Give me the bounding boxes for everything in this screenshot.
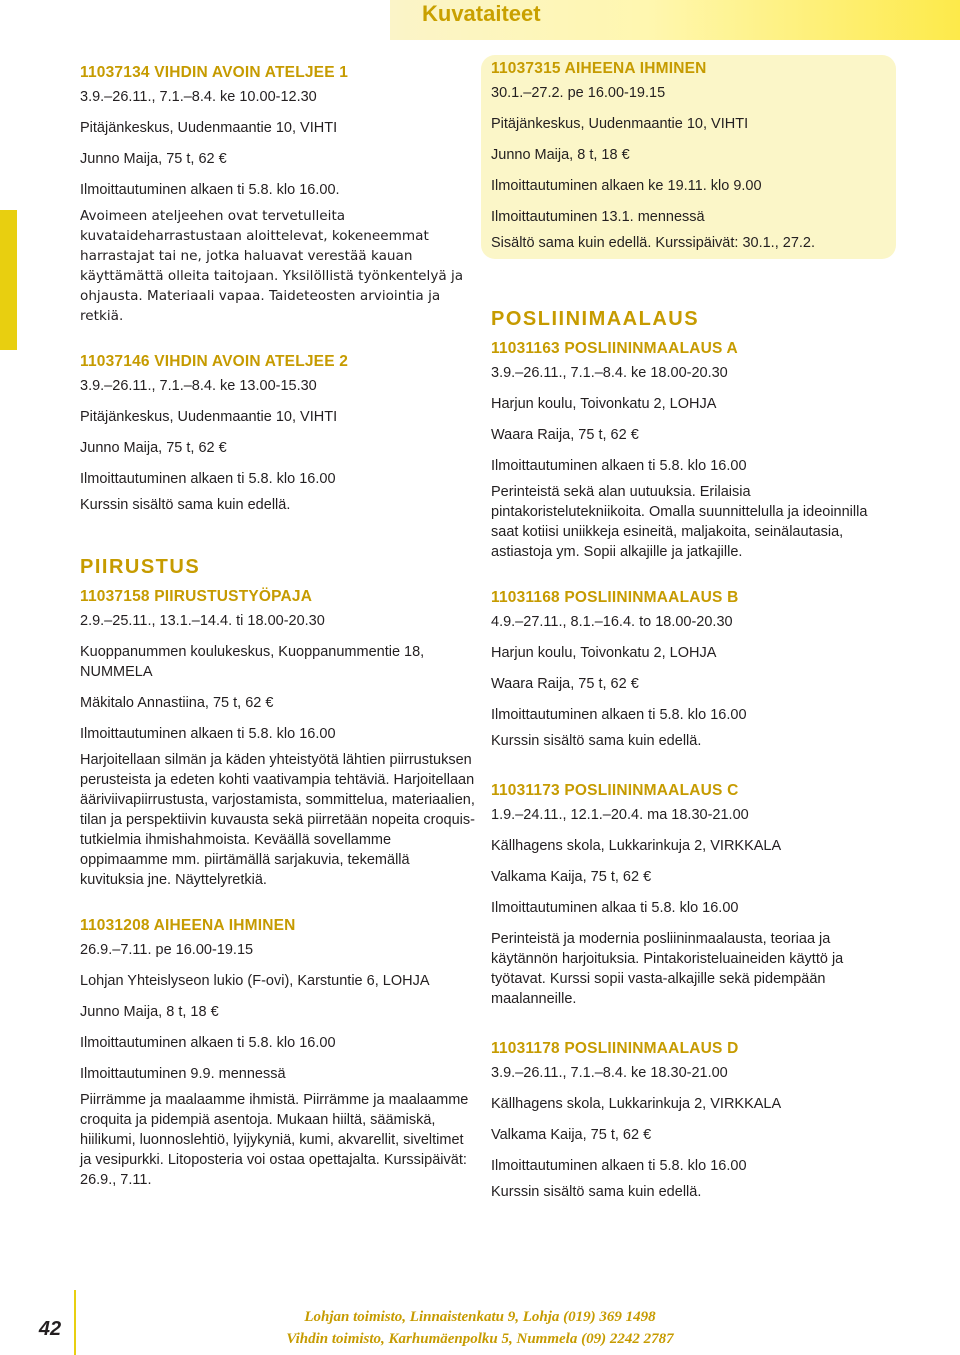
course-vihdin-avoin-ateljee-2 <box>80 352 475 515</box>
course-title: 11031168 POSLIININMAALAUS B <box>491 589 739 606</box>
course-registration: Ilmoittautuminen alkaa ti 5.8. klo 16.00 <box>491 900 739 916</box>
course-schedule: 26.9.–7.11. pe 16.00-19.15 <box>80 942 254 958</box>
footer-divider <box>74 1290 76 1355</box>
course-note: Kurssin sisältö sama kuin edellä. <box>80 497 291 513</box>
course-location: Kuoppanummen koulukeskus, Kuoppanummentie 18, NUMMELA <box>80 644 425 680</box>
course-location: Harjun koulu, Toivonkatu 2, LOHJA <box>491 396 717 412</box>
course-vihdin-avoin-ateljee-1 <box>80 63 475 326</box>
course-description: Perinteistä ja modernia posliininmaalausta, teoriaa ja käytännön harjoituksia. Pintakoristeluaineiden käyttö ja työtavat. Kurssi sopii vasta-alkajille sekä pidempään maalanneille. <box>491 931 844 1007</box>
course-title: 11031178 POSLIININMAALAUS D <box>491 1040 739 1057</box>
course-schedule: 3.9.–26.11., 7.1.–8.4. ke 13.00-15.30 <box>80 378 317 394</box>
course-title: 11037315 AIHEENA IHMINEN <box>491 60 707 77</box>
course-teacher: Junno Maija, 8 t, 18 € <box>491 147 630 163</box>
course-teacher: Waara Raija, 75 t, 62 € <box>491 676 639 692</box>
course-teacher: Valkama Kaija, 75 t, 62 € <box>491 1127 652 1143</box>
course-schedule: 3.9.–26.11., 7.1.–8.4. ke 18.30-21.00 <box>491 1065 728 1081</box>
course-schedule: 30.1.–27.2. pe 16.00-19.15 <box>491 85 666 101</box>
course-posliininmaalaus-c <box>491 781 886 1009</box>
course-aiheena-ihminen-lohja <box>80 916 475 1190</box>
course-title: 11031208 AIHEENA IHMINEN <box>80 917 296 934</box>
course-location: Källhagens skola, Lukkarinkuja 2, VIRKKALA <box>491 838 782 854</box>
section-heading-posliinimaalaus: POSLIINIMAALAUS <box>491 308 700 330</box>
course-location: Pitäjänkeskus, Uudenmaantie 10, VIHTI <box>491 116 749 132</box>
course-posliininmaalaus-a <box>491 339 886 562</box>
right-column <box>491 60 886 1202</box>
course-location: Pitäjänkeskus, Uudenmaantie 10, VIHTI <box>80 409 338 425</box>
course-registration: Ilmoittautuminen alkaen ti 5.8. klo 16.00 <box>491 458 747 474</box>
course-schedule: 2.9.–25.11., 13.1.–14.4. ti 18.00-20.30 <box>80 613 325 629</box>
course-registration: Ilmoittautuminen alkaen ti 5.8. klo 16.00 <box>80 1035 336 1051</box>
course-location: Pitäjänkeskus, Uudenmaantie 10, VIHTI <box>80 120 338 136</box>
course-schedule: 4.9.–27.11., 8.1.–16.4. to 18.00-20.30 <box>491 614 733 630</box>
course-note: Kurssin sisältö sama kuin edellä. <box>491 1184 702 1200</box>
course-registration: Ilmoittautuminen alkaen ti 5.8. klo 16.00 <box>80 726 336 742</box>
course-title: 11031173 POSLIININMAALAUS C <box>491 782 739 799</box>
course-posliininmaalaus-d <box>491 1039 886 1202</box>
course-registration: Ilmoittautuminen alkaen ti 5.8. klo 16.00 <box>491 707 747 723</box>
course-description: Perinteistä sekä alan uutuuksia. Erilaisia pintakoristelutekniikoita. Omalla suunnittelulla ja ideoinnilla saat kotiisi uniikkeja esineitä, maljakoita, seinälautasia, astiastoja ym. Sopii alkajille ja jatkajille. <box>491 484 868 560</box>
footer-office-vihti: Vihdin toimisto, Karhumäenpolku 5, Nummela (09) 2242 2787 <box>286 1331 674 1347</box>
course-schedule: 3.9.–26.11., 7.1.–8.4. ke 18.00-20.30 <box>491 365 728 381</box>
course-teacher: Valkama Kaija, 75 t, 62 € <box>491 869 652 885</box>
course-title: 11037158 PIIRUSTUSTYÖPAJA <box>80 588 313 605</box>
course-teacher: Waara Raija, 75 t, 62 € <box>491 427 639 443</box>
course-location: Harjun koulu, Toivonkatu 2, LOHJA <box>491 645 717 661</box>
course-description: Avoimeen ateljeehen ovat tervetulleita kuvataideharrastustaan aloittelevat, kokeneemmat harrastajat tai ne, jotka haluavat verestää kauan käyttämättä olleita taitojaan. Yksilöllistä työnkentelyä ja ohjausta. Materiaali vapaa. Taideteosten arviointia ja retkiä. <box>80 208 464 324</box>
course-teacher: Mäkitalo Annastiina, 75 t, 62 € <box>80 695 274 711</box>
course-registration: Ilmoittautuminen alkaen ti 5.8. klo 16.00 <box>80 471 336 487</box>
course-note: Kurssin sisältö sama kuin edellä. <box>491 733 702 749</box>
footer-office-lohja: Lohjan toimisto, Linnaistenkatu 9, Lohja (019) 369 1498 <box>304 1309 656 1325</box>
course-location: Källhagens skola, Lukkarinkuja 2, VIRKKALA <box>491 1096 782 1112</box>
course-deadline: Ilmoittautuminen 13.1. mennessä <box>491 209 705 225</box>
course-posliininmaalaus-b <box>491 588 886 751</box>
course-title: 11037134 VIHDIN AVOIN ATELJEE 1 <box>80 64 349 81</box>
course-schedule: 1.9.–24.11., 12.1.–20.4. ma 18.30-21.00 <box>491 807 749 823</box>
course-teacher: Junno Maija, 8 t, 18 € <box>80 1004 219 1020</box>
course-piirustustyopaja <box>80 587 475 890</box>
course-note: Sisältö sama kuin edellä. Kurssipäivät: 30.1., 27.2. <box>491 235 816 251</box>
side-tab-marker <box>0 210 17 350</box>
course-teacher: Junno Maija, 75 t, 62 € <box>80 151 227 167</box>
course-registration: Ilmoittautuminen alkaen ti 5.8. klo 16.00 <box>491 1158 747 1174</box>
course-teacher: Junno Maija, 75 t, 62 € <box>80 440 227 456</box>
page-category-title: Kuvataiteet <box>422 1 541 26</box>
course-registration: Ilmoittautuminen alkaen ke 19.11. klo 9.00 <box>491 178 762 194</box>
course-aiheena-ihminen-vihti <box>481 55 896 259</box>
left-column <box>80 63 475 1190</box>
course-title: 11037146 VIHDIN AVOIN ATELJEE 2 <box>80 353 349 370</box>
course-description: Harjoitellaan silmän ja käden yhteistyötä lähtien piirrustuksen perusteista ja edeten kohti vaativampia tehtäviä. Harjoitellaan ääriviivapiirrustusta, varjostamista, sommittelua, materiaalien, tilan ja perspektiivin kuvausta sekä piirretään nopeita croquis-tutkielmia ihmishahmoista. Keväällä sovellamme oppimaamme mm. piirtämällä sarjakuvia, tekemällä kuvituksia jne. Näyttelyretkiä. <box>80 752 475 888</box>
course-description: Piirrämme ja maalaamme ihmistä. Piirrämme ja maalaamme croquita ja pidempiä asentoja. Mukaan hiiltä, säämiskä, hiilikumi, luonnoslehtiö, lyijykyniä, kumi, akvarellit, siveltimet ja vesipurkki. Litoposteria voi ostaa opettajalta. Kurssipäivät: 26.9., 7.11. <box>80 1092 469 1188</box>
course-deadline: Ilmoittautuminen 9.9. mennessä <box>80 1066 286 1082</box>
course-registration: Ilmoittautuminen alkaen ti 5.8. klo 16.00. <box>80 182 340 198</box>
section-heading-piirustus: PIIRUSTUS <box>80 556 201 578</box>
course-location: Lohjan Yhteislyseon lukio (F-ovi), Karstuntie 6, LOHJA <box>80 973 430 989</box>
course-title: 11031163 POSLIININMAALAUS A <box>491 340 738 357</box>
course-schedule: 3.9.–26.11., 7.1.–8.4. ke 10.00-12.30 <box>80 89 317 105</box>
page-number: 42 <box>38 1318 62 1340</box>
footer-contacts <box>260 1306 700 1350</box>
